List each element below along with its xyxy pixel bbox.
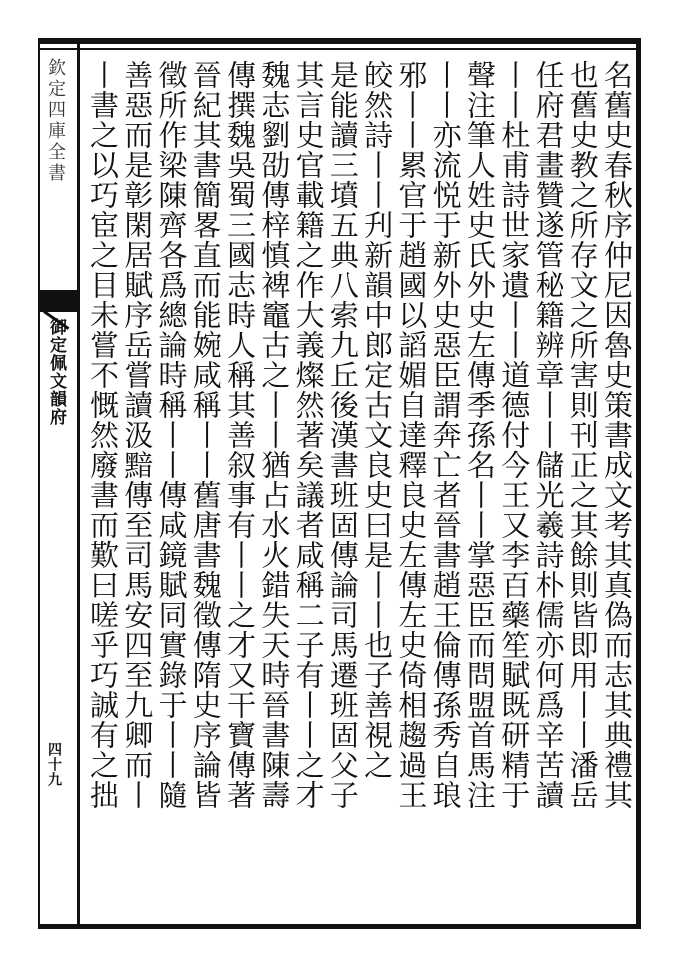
text-column-11: 魏志劉劭傳梓慎裨竈古之丨丨猶占水火錯失天時晉書陳壽 [257, 60, 292, 810]
gutter-series-title: 欽定四庫全書 [45, 58, 66, 184]
fishtail-mark [40, 290, 80, 312]
text-column-6: 丨丨亦流悦于新外史惡臣謂奔亡者晉書趙王倫傳孫秀自琅 [428, 60, 463, 810]
gutter-divider [77, 44, 80, 929]
frame-bottom-border [38, 924, 640, 929]
text-column-16: 丨書之以巧宦之目未嘗不慨然廢書而歎曰嗟乎巧誠有之拙 [86, 60, 120, 810]
text-column-9: 是能讀三墳五典八索九丘後漢書班固傳論司馬遷班固父子 [325, 60, 360, 810]
frame-top-border [38, 38, 640, 44]
gutter-book-title: 御定佩文韻府 [46, 318, 66, 426]
text-column-2: 也舊史教之所存文之所害則刊正之其餘則皆即用丨丨潘岳 [565, 60, 600, 810]
text-column-12: 傳撰魏吳蜀三國志時人稱其善叙事有丨丨之才又干寶傳著 [223, 60, 258, 810]
text-column-7: 邪丨丨累官于趙國以謟媚自達釋良史左傳左史倚相趨過王 [394, 60, 429, 810]
text-column-3: 任府君畫贊遂管秘籍辨章丨丨儲光羲詩朴儒亦何爲辛苦讀 [531, 60, 566, 810]
page-number: 四十九 [46, 742, 62, 787]
frame-left-border [38, 38, 40, 929]
text-column-14: 徵所作梁陳齊各爲總論時稱丨丨傳咸鏡賦同實錄于丨丨隨 [154, 60, 189, 810]
text-column-10: 其言史官載籍之作大義燦然著矣議者咸稱二子有丨丨之才 [291, 60, 326, 810]
text-column-1: 名舊史春秋序仲尼因魯史策書成文考其真偽而志其典禮其 [600, 60, 634, 810]
text-column-13: 晉紀其書簡畧直而能婉咸稱丨丨舊唐書魏徵傳隋史序論皆 [188, 60, 223, 810]
text-column-5: 聲注筆人姓史氏外史左傳季孫名丨丨掌惡臣而問盟首馬注 [462, 60, 497, 810]
frame-right-border [636, 38, 641, 929]
text-column-8: 皎然詩丨丨刋新韻中郎定古文良史曰是丨丨也子善視之 [360, 60, 395, 780]
text-column-15: 善惡而是彰閑居賦序岳嘗讀汲黯傳至司馬安四至九卿而丨 [120, 60, 155, 810]
text-column-4: 丨丨杜甫詩世家遺丨丨道德付今王又李百藥笙賦既研精于 [497, 60, 532, 810]
frame-top-inner-border [38, 48, 640, 50]
